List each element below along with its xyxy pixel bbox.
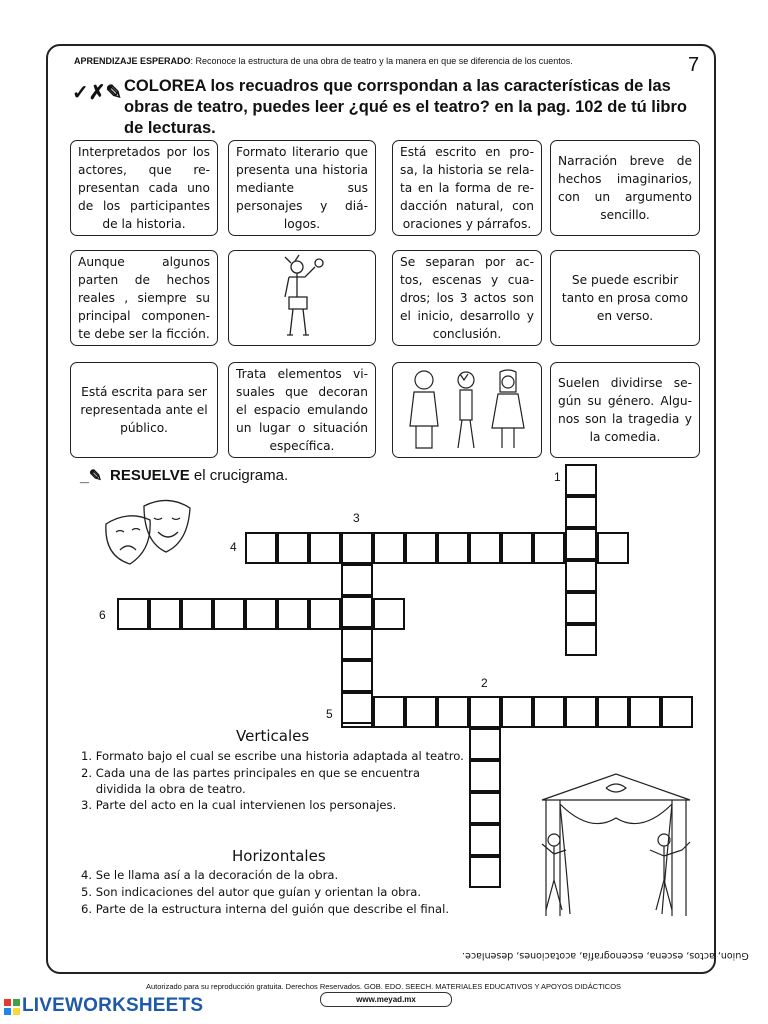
crossword-cell[interactable] [469,856,501,888]
crossword-cell[interactable] [469,728,501,760]
crossword-cell[interactable] [533,532,565,564]
answer-key: Guion, actos, escena, escenografía, acotaciones, desenlace. [462,950,749,961]
crossword-cell[interactable] [501,532,533,564]
crossword-cell[interactable] [597,532,629,564]
crossword-cell[interactable] [149,598,181,630]
crossword-cell[interactable] [341,660,373,692]
feature-box-10[interactable]: Trata elementos vi-suales que decoran el espacio emulando un lugar o situación específica. [228,362,376,458]
crossword-cell[interactable] [277,598,309,630]
liveworksheets-logo-icon [4,999,20,1015]
crossword-cell[interactable] [245,598,277,630]
clue-number-6: 6 [99,608,106,622]
feature-box-8[interactable]: Se puede escribir tanto en prosa como en verso. [550,250,700,346]
crossword-cell[interactable] [501,696,533,728]
feature-box-4[interactable]: Narración breve de hechos imaginarios, con un argumento sencillo. [550,140,700,236]
crossword-cell[interactable] [341,596,373,628]
characters-illustration-box[interactable] [392,362,542,458]
crossword-cell[interactable] [469,824,501,856]
crossword-cell[interactable] [565,464,597,496]
vertical-clue: 3. Parte del acto en la cual intervienen los personajes. [81,798,397,812]
clue-number-3: 3 [353,511,360,525]
crossword-cell[interactable] [341,692,373,724]
theater-masks-icon [100,496,200,576]
crossword-cell[interactable] [565,560,597,592]
crossword-cell[interactable] [245,532,277,564]
vertical-clue: 1. Formato bajo el cual se escribe una historia adaptada al teatro. [81,749,464,763]
feature-box-9[interactable]: Está escrita para ser representada ante el público. [70,362,218,458]
vertical-clues-title: Verticales [236,727,310,745]
crossword-cell[interactable] [469,532,501,564]
check-cross-pencil-icon: ✓✗✎ [72,82,123,104]
crossword-cell[interactable] [597,696,629,728]
feature-box-3[interactable]: Está escrito en pro-sa, la historia se rela-ta en la forma de re-dacción natural, con oraciones y párrafos. [392,140,542,236]
feature-box-12[interactable]: Suelen dividirse se-gún su género. Algu-nos son la tragedia y la comedia. [550,362,700,458]
story-characters-icon [402,366,532,454]
clue-number-1: 1 [554,470,561,484]
page-number: 7 [688,54,700,76]
crossword-cell[interactable] [181,598,213,630]
crossword-title: RESUELVE el crucigrama. [110,467,289,484]
crossword-cell[interactable] [309,532,341,564]
crossword-cell[interactable] [277,532,309,564]
crossword-cell[interactable] [661,696,693,728]
crossword-cell[interactable] [565,624,597,656]
clue-number-4: 4 [230,540,237,554]
crossword-cell[interactable] [629,696,661,728]
crossword-cell[interactable] [469,792,501,824]
crossword-cell[interactable] [213,598,245,630]
crossword-cell[interactable] [565,496,597,528]
crossword-cell[interactable] [405,532,437,564]
clue-number-5: 5 [326,707,333,721]
horizontal-clue: 6. Parte de la estructura interna del guión que describe el final. [81,902,449,916]
pencil-icon: _✎ [80,468,103,485]
crossword-cell[interactable] [437,696,469,728]
actor-with-skull-icon [267,253,337,343]
learning-goal: APRENDIZAJE ESPERADO: Reconoce la estructura de una obra de teatro y la manera en que se diferencia de los cuentos. [74,56,573,66]
crossword-cell[interactable] [373,696,405,728]
feature-box-5[interactable]: Aunque algunos parten de hechos reales , siempre su principal componen-te debe ser la ficción. [70,250,218,346]
crossword-cell[interactable] [565,696,597,728]
liveworksheets-brand: LIVEWORKSHEETS [22,995,204,1016]
crossword-cell[interactable] [341,564,373,596]
crossword-cell[interactable] [469,696,501,728]
crossword-cell[interactable] [117,598,149,630]
crossword-cell[interactable] [373,532,405,564]
horizontal-clue: 5. Son indicaciones del autor que guían y orientan la obra. [81,885,422,899]
clue-number-2: 2 [481,676,488,690]
crossword-cell[interactable] [341,628,373,660]
feature-box-7[interactable]: Se separan por ac-tos, escenas y cua-dros; los 3 actos son el inicio, desarrollo y conclusión. [392,250,542,346]
crossword-cell[interactable] [373,598,405,630]
vertical-clue: 2. Cada una de las partes principales en que se encuentra [81,766,420,780]
website-url[interactable]: www.meyad.mx [320,992,452,1007]
theater-stage-icon [536,770,696,920]
crossword-cell[interactable] [565,592,597,624]
crossword-cell[interactable] [533,696,565,728]
feature-box-2[interactable]: Formato literario que presenta una historia mediante sus personajes y diá-logos. [228,140,376,236]
crossword-cell[interactable] [565,528,597,560]
horizontal-clue: 4. Se le llama así a la decoración de la obra. [81,868,339,882]
crossword-cell[interactable] [437,532,469,564]
crossword-cell[interactable] [341,532,373,564]
instruction: COLOREA los recuadros que corrspondan a las características de las obras de teatro, puedes leer ¿qué es el teatro? en la pag. 102 de tú libro de lecturas. [124,77,687,137]
vertical-clue: dividida la obra de teatro. [81,782,246,796]
crossword-cell[interactable] [405,696,437,728]
feature-box-1[interactable]: Interpretados por los actores, que re-presentan cada uno de los participantes de la historia. [70,140,218,236]
horizontal-clues-title: Horizontales [232,847,326,865]
crossword-cell[interactable] [309,598,341,630]
crossword-cell[interactable] [469,760,501,792]
rights-notice: Autorizado para su reproducción gratuita. Derechos Reservados. GOB. EDO. SEECH. MATERIALES EDUCATIVOS Y APOYOS DIDÁCTICOS [146,982,622,991]
actor-illustration-box[interactable] [228,250,376,346]
